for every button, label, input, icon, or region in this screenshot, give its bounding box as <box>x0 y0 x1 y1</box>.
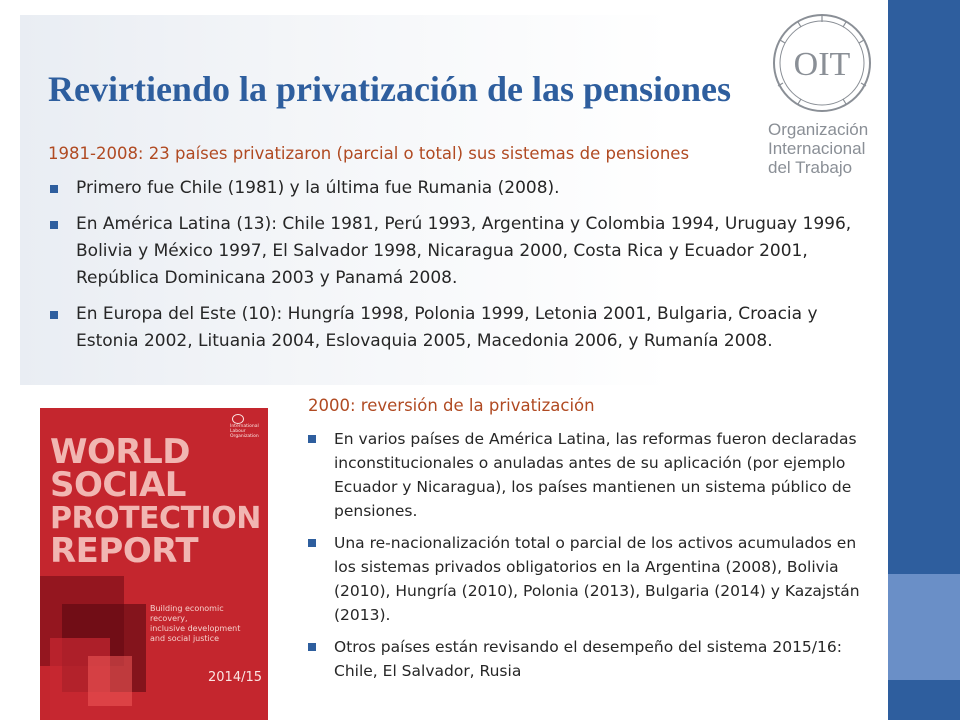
list-item <box>50 175 870 202</box>
list-item <box>308 427 868 523</box>
list-item <box>308 531 868 627</box>
section1-heading: 1981-2008: 23 países privatizaron (parcial o total) sus sistemas de pensiones <box>48 144 690 163</box>
right-accent-band-light <box>888 574 960 680</box>
square-bullet-icon <box>308 539 316 547</box>
section2-heading: 2000: reversión de la privatización <box>308 396 595 415</box>
section2-list <box>308 427 868 691</box>
list-item-text: En varios países de América Latina, las reformas fueron declaradas inconstitucionales o anuladas antes de su aplicación (por ejemplo Ecuador y Nicaragua), los países mantienen un sistema público de pensiones. <box>334 430 857 520</box>
cover-ilo-logo-icon <box>232 414 244 424</box>
cover-title-line: WORLD <box>50 432 190 472</box>
cover-square-shape <box>88 656 132 706</box>
cover-title-line: SOCIAL <box>50 465 186 505</box>
cover-year: 2014/15 <box>208 670 263 685</box>
list-item <box>50 211 870 292</box>
square-bullet-icon <box>308 643 316 651</box>
cover-org-line: Labour <box>230 429 246 434</box>
ilo-org-name <box>768 120 868 177</box>
cover-org-line: Organization <box>230 434 259 439</box>
list-item-text: Primero fue Chile (1981) y la última fue Rumania (2008). <box>76 178 560 198</box>
cover-subtitle <box>150 604 260 644</box>
cover-title-line: REPORT <box>50 531 199 571</box>
list-item-text: En América Latina (13): Chile 1981, Perú 1993, Argentina y Colombia 1994, Uruguay 1996, Bolivia y México 1997, El Salvador 1998, Nicaragua 2000, Costa Rica y Ecuador 2001, República Dominicana 2003 y Panamá 2008. <box>76 214 852 288</box>
cover-org-line: International <box>230 424 259 429</box>
cover-subtitle-line: Building economic recovery, <box>150 604 224 623</box>
report-cover-image <box>40 408 268 720</box>
list-item <box>308 635 868 683</box>
square-bullet-icon <box>50 221 58 229</box>
list-item-text: Una re-nacionalización total o parcial de los activos acumulados en los sistemas privados obligatorios en la Argentina (2008), Bolivia (2010), Hungría (2010), Polonia (2013), Bulgaria (2014) y Kazajstán (2013). <box>334 534 860 624</box>
square-bullet-icon <box>50 311 58 319</box>
ilo-logo-mark: OIT <box>793 46 851 83</box>
list-item <box>50 301 870 355</box>
slide-title: Revirtiendo la privatización de las pensiones <box>48 69 731 109</box>
cover-title-line: PROTECTION <box>50 501 261 536</box>
square-bullet-icon <box>50 185 58 193</box>
list-item-text: En Europa del Este (10): Hungría 1998, Polonia 1999, Letonia 2001, Bulgaria, Croacia y Estonia 2002, Lituania 2004, Eslovaquia 2005, Macedonia 2006, y Rumanía 2008. <box>76 304 818 351</box>
ilo-org-line: Organización <box>768 120 869 139</box>
list-item-text: Otros países están revisando el desempeño del sistema 2015/16: Chile, El Salvador, Rusia <box>334 638 842 680</box>
cover-subtitle-line: inclusive development <box>150 624 241 633</box>
ilo-org-line: del Trabajo <box>768 158 853 177</box>
cover-subtitle-line: and social justice <box>150 634 220 643</box>
square-bullet-icon <box>308 435 316 443</box>
section1-list <box>50 175 870 364</box>
cover-title <box>50 432 261 571</box>
ilo-org-line: Internacional <box>768 139 866 158</box>
